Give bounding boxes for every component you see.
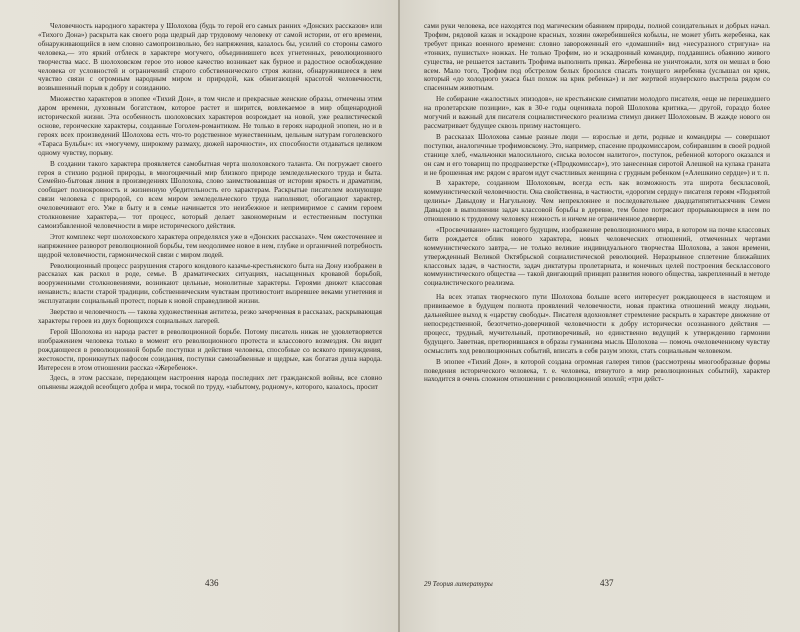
paragraph: Зверство и человечность — такова художественная антитеза, резко зачерченная в рассказах, раскрывающая характеры героев из двух борющихся социальных лагерей. xyxy=(38,308,382,325)
left-page-text xyxy=(38,22,382,392)
paragraph: сами руки человека, все находятся под магическим обаянием природы, полной созидательных и добрых начал. Трофим, рядовой казак и эскадронe красных, хозяин ожеребившейся кобылы, не может убить жеребенка, как требует приказ военного времени: словно завороженный его «домашний» вид «несуразного стригуна» на «тонких, пушистых» ножках. Не только Трофим, но и эскадронный командир, поддавшись обаянию живого существа, не решается заставить Трофима выполнить приказ. Жеребенка не уничтожали, хотя он мешал в бою всем. Мало того, Трофим под обстрелом белых бросился спасать тонущего жеребенка (услышал он крик, который «до холодного ужаса был похож на крик ребенка») и лег жертвой изуверского выстрела рядом со спасенным животным. xyxy=(424,22,770,93)
paragraph: Этот комплекс черт шолоховского характера определялся уже в «Донских рассказах». Чем ожесточеннее и напряженнее разворот революционной борьбы, тем неодолимее новое в нем, глубже и органичней потребность щедрой человечности, гармонической связи с миром людей. xyxy=(38,232,382,259)
paragraph: Герой Шолохова из народа растет в революционной борьбе. Потому писатель никак не удовлетворяется изображением человека только в момент его революционного протеста и классового возмездия. Он видит рождающееся в революционной борьбе поступки и действия человека, способные со всякого принуждения, жестокости, проникнутых пафосом созидания, поступки самозабвенные и щедрые, как богатая душа народа. Интересен в этом отношении рассказ «Жеребенок». xyxy=(38,327,382,372)
paragraph: Революционный процесс разрушения старого кондового казачье-крестьянского быта на Дону изображен в рассказах как раскол в роде, семье. В драматических ситуациях, насыщенных кровавой борьбой, вооруженными столкновениями, возникают цельные, монолитные характеры. Героями движет классовая ненависть; власти старой традиции, собственническим чувствам противостоит вызревшее веками угнетения и эксплуатации социальный протест, порыв к новой справедливой жизни. xyxy=(38,261,382,306)
paragraph: Множество характеров в эпопее «Тихий Дон», в том числе и прекрасные женские образы, отмечены этим даром времени, духовным богатством, которое растет и ширится, вовлекаемое в мир общенародной исторической жизни. Эта особенность шолоховских характеров возрождает на новой, уже реалистической основе, героические характеры, созданные Гоголем-романтиком. Не только в героях народной эпопеи, но и в героях всех произведений Шолохова есть что-то родственное мужественным, цельным натурам гоголевского «Тараса Бульбы»: их «могучему, широкому размаху, дюжей нарочности», их способности отдаваться целиком одному чувству, порыву. xyxy=(38,95,382,157)
paragraph: Не собирание «жалостных эпизодов», не крестьянские симпатии молодого писателя, «еще не перешедшего на пролетарские позиции», как в 30-е годы оценивала порой Шолохова критика,— другой, гораздо более могучий и важный для писателя социалистического реализма стимул движет Шолоховым. В жажде нового он рассматривает будущее сквозь призму настоящего. xyxy=(424,95,770,130)
paragraph: В эпопее «Тихий Дон», в которой создана огромная галерея типов (рассмотрены многообразные формы поведения исторического человека, т. е. человека, втянутого в мир революционных событий), характер находится в очень сложном отношении с революционной эпохой; «три дейст- xyxy=(424,357,770,384)
paragraph: На всех этапах творческого пути Шолохова больше всего интересует рождающееся в настоящем и прививаемое в будущем полнота проявлений человечности, новая практика отношений между людьми, дальнейшее выход к «царству свободы». Писателя вдохновляет стремление раскрыть в характере движение от непосредственной, безотчетно-доверчивой человечности к добру исторически осознанного действия — процесс, трудный, мучительный, противоречивый, но единственно ведущий к утверждению гармонии будущего. Заветная, претворившаяся в образы гуманизма мысль Шолохова — помочь очеловеченному чувству осмыслить ход революционных событий, вписать в себя разум эпохи, стать социальным человеком. xyxy=(424,293,770,355)
paragraph: В создании такого характера проявляется самобытная черта шолоховского таланта. Он погружает своего героя в стихию родной природы, в многоцвечный мир близкого природе земледельческого труда и быта. Семейно-бытовая линия в произведениях Шолохова, слово заимствовавшая от истории яркость и драматизм, сообщает полнокровность и жизненную убедительность его характерам. Раскрытые писателем волнующие связи человека с природой, со всем миром земледельческого труда наполняют, обогащают характер, очеловечивают его. Уже в быту и в семье начинается это неизбежное и непримиримое с самим героем столкновение характера,— тот процесс, который делает закономерным и естественным поступки самоизбавленной человечности в мире исторического действия. xyxy=(38,159,382,230)
page-number: 436 xyxy=(205,578,219,588)
page-number: 437 xyxy=(600,578,614,588)
signature-mark: 29 Теория литературы xyxy=(424,580,493,588)
paragraph: «Просвечивание» настоящего будущим, изображение революционного мира, в котором на почве классовых битв рождается облик нового характера, новых человеческих отношений, отмеченных чертами коммунистического завтра,— не только великие индивидуального творчества Шолохова, а закон времени, утвержденный Великой Октябрьской социалистической революцией. Неразрывное сплетение ближайших классовых задач, в частности, задач диктатуры пролетариата, и конечных целей построения бесклассового коммунистического общества — такой двигающий принцип развития нового общества, закрепленный в методе социалистического реализма. xyxy=(424,225,770,288)
paragraph: Человечность народного характера у Шолохова (будь то герой его самых ранних «Донских рассказов» или «Тихого Дона») раскрыта как своего рода щедрый дар трудовому человеку от самой истории, от его времени, обнаруживающийся в нем словно самопроизвольно, без напряжения, казалось бы, усилий со стороны самого человека,— это яркий отблеск в характере могучего, объединившего всех угнетенных, революционного творчества масс. В шолоховском герое это новое качество возникает как бурное и радостное освобождение человека от условностей и ограничений старого собственнического строя жизни, обнаружившееся в нем чувство связи с огромным народным миром и природой, как обжигающей красотой человечности, возвышенный порыв к добру и созиданию. xyxy=(38,22,382,93)
paragraph: В характере, созданном Шолоховым, всегда есть как возможность эта широта бескласовой, коммунистической человечности. Она свойственна, в частности, «дорогим сердцу» писателя героям «Поднятой целины» Давыдову и Нагульнову. Чем непреклоннее и последовательнее двадцатипятитысячник Семен Давыдов в выполнении задач классовой борьбы в деревне, тем более потрясают прорывающиеся в нем по отношению к трудовому человеку нежность и ничем не ограниченное доверие. xyxy=(424,179,770,224)
right-page-text xyxy=(424,22,770,384)
paragraph: Здесь, в этом рассказе, передающем настроения народа последних лет гражданской войны, все словно опьянены жаждой всеобщего добра и мира, тоской по труду, «забытому, родному», которого, казалось, просит xyxy=(38,374,382,392)
paragraph: В рассказах Шолохова самые разные люди — взрослые и дети, родные и командиры — совершают поступки, аналогичные трофимовскому. Это, например, спасение продкомиссаром, собиравшим в своей родной станице хлеб, «мальчонки малосильного, сиська волосом налитого», поступок, ребенной которого оказался и он сам и его товарищ по продразверстке («Продкомиссар»), это занесенная сиротой Алешкой на кулака граната и не брошенная им: рядом с врагом идут счастливых женщина с грудным ребенком («Алешкино сердце») и т. п. xyxy=(424,132,770,177)
right-page xyxy=(400,0,800,632)
